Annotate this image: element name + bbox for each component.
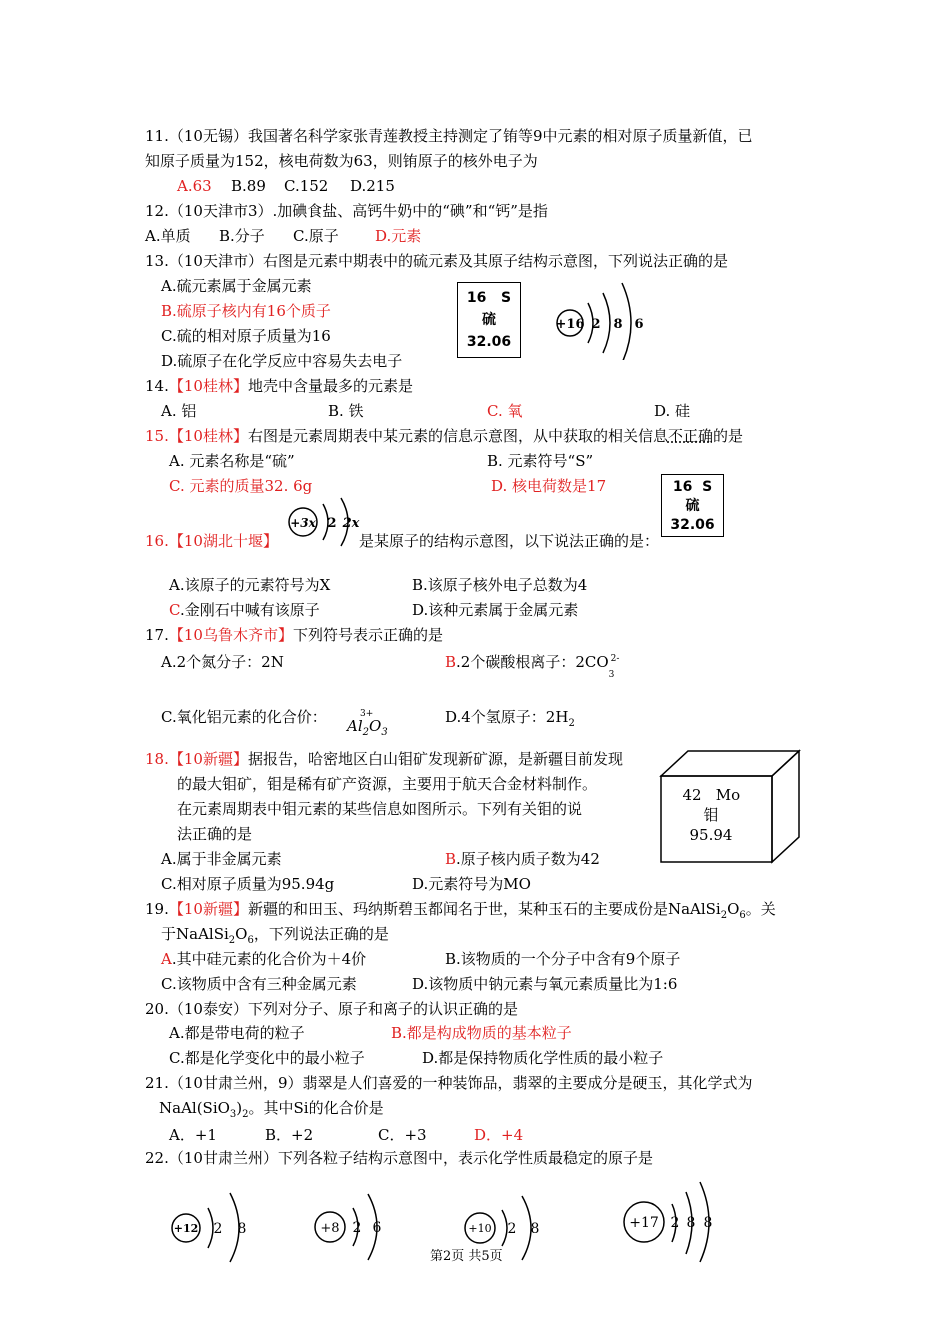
q13-element-card	[457, 282, 521, 358]
q22-a-shell-1: 2	[213, 1221, 223, 1237]
q16-shell-2-count: 2x	[342, 516, 360, 531]
q13-shell-1-count: 2	[591, 317, 601, 332]
q14-option-c: C. 氧	[487, 402, 523, 420]
q18-option-c: C.相对原子质量为95.94g	[161, 875, 335, 893]
q19-line1b: 2	[720, 910, 728, 921]
q17-formula-sub-3: 3	[381, 727, 388, 738]
q17-option-b-subscript: 3	[608, 670, 615, 680]
q14-option-d: D. 硅	[654, 402, 691, 420]
q22-b-shell-1: 2	[352, 1220, 362, 1236]
q14-number: 14.	[145, 377, 169, 395]
q16-atom-diagram	[283, 496, 363, 548]
q21-option-b: B．+2	[265, 1126, 314, 1144]
q15-stem-a: 右图是元素周期表中某元素的信息示意图，从中获取的相关信息	[247, 427, 668, 445]
q19-line1c: O	[727, 900, 740, 918]
q19-line1e: 。关	[745, 900, 776, 918]
q11-line2: 知原子质量为152，核电荷数为63，则铕原子的核外电子为	[145, 152, 538, 170]
q19-option-a-line: A.其中硅元素的化合价为＋4价	[161, 950, 367, 968]
q15-card-mass: 32.06	[670, 517, 715, 533]
q13-atom-diagram	[550, 278, 650, 360]
q14-stem: 地壳中含量最多的元素是	[247, 377, 413, 395]
q17-source-tag: 【10乌鲁木齐市】	[168, 626, 293, 644]
q13-nucleus-label: +16	[555, 317, 585, 332]
q18-card-name: 钼	[703, 806, 719, 824]
q20-option-b: B.都是构成物质的基本粒子	[391, 1024, 572, 1042]
q22-atom-d	[620, 1180, 720, 1264]
q16-nucleus-label: +3x	[290, 516, 316, 530]
q16-number: 16.	[145, 532, 169, 550]
q14-source-tag: 【10桂林】	[168, 377, 248, 395]
q13-card-symbol: S	[501, 290, 512, 306]
q17-stem-line	[145, 625, 443, 645]
q19-line2d: 6	[247, 935, 254, 946]
q13-shell-3	[622, 283, 631, 360]
q14-option-b: B. 铁	[328, 402, 364, 420]
q21-line2b: 3	[229, 1109, 237, 1120]
q15-card-name: 硫	[685, 498, 700, 514]
q18-line3: 在元素周期表中钼元素的某些信息如图所示。下列有关钼的说	[177, 800, 583, 818]
q17-formula-o: O	[369, 717, 382, 735]
q15-element-card	[661, 474, 724, 537]
q20-option-c: C.都是化学变化中的最小粒子	[169, 1049, 365, 1067]
q17-formula-sub-2: 2	[362, 727, 370, 738]
q19-line2b: 2	[228, 935, 236, 946]
q16-option-d: D.该种元素属于金属元素	[412, 601, 579, 619]
q18-line1-text: 据报告，哈密地区白山钼矿发现新矿源，是新疆目前发现	[247, 750, 623, 768]
q13-card-mass: 32.06	[466, 334, 512, 350]
q19-line2	[161, 924, 389, 951]
q17-option-a: A.2个氮分子：2N	[161, 653, 284, 671]
q19-line1	[145, 899, 776, 926]
q22-atom-b	[310, 1190, 390, 1262]
q21-line1: 21.（10甘肃兰州，9）翡翠是人们喜爱的一种装饰品，翡翠的主要成分是硬玉，其化学式为	[145, 1074, 753, 1092]
q19-line2e: ，下列说法正确的是	[253, 925, 389, 943]
q22-atom-a	[168, 1188, 254, 1264]
q18-option-d: D.元素符号为MO	[412, 875, 531, 893]
q15-number: 15.	[145, 427, 169, 445]
q15-option-b: B. 元素符号“S”	[487, 452, 594, 470]
q22-a-nucleus: +12	[173, 1222, 199, 1235]
q22-d-shell-2: 8	[686, 1215, 696, 1231]
q13-card-number: 16	[466, 290, 487, 306]
q22-stem: 22.（10甘肃兰州）下列各粒子结构示意图中，表示化学性质最稳定的原子是	[145, 1149, 653, 1167]
q17-option-d: D.4个氢原子：2H	[445, 708, 569, 726]
q20-option-a: A.都是带电荷的粒子	[169, 1024, 305, 1042]
q15-card-symbol: S	[702, 479, 713, 495]
q11-line1: 11.（10无锡）我国著名科学家张青莲教授主持测定了铕等9中元素的相对原子质量新值，已	[145, 127, 753, 145]
q17-formula-al: Al	[347, 717, 363, 735]
q12-option-d: D.元素	[375, 227, 422, 245]
q16-option-a: A.该原子的元素符号为X	[169, 576, 331, 594]
q15-card-number: 16	[672, 479, 693, 495]
q21-option-a: A．+1	[169, 1126, 217, 1144]
q12-stem: 12.（10天津市3）.加碘食盐、高钙牛奶中的“碘”和“钙”是指	[145, 202, 548, 220]
q16-option-b: B.该原子核外电子总数为4	[412, 576, 588, 594]
q13-shell-3-count: 6	[634, 317, 644, 332]
q18-line1	[145, 749, 623, 769]
q11-option-d: D.215	[350, 177, 395, 195]
q17-option-b-line: B.2个碳酸根离子：2CO 2- 3	[445, 652, 609, 672]
q17-option-c-valence: 3+	[360, 709, 374, 719]
q18-line2: 的最大钼矿，钼是稀有矿产资源，主要用于航天合金材料制作。	[177, 775, 598, 793]
q19-source-tag: 【10新疆】	[168, 900, 248, 918]
q22-a-shell-2: 8	[237, 1221, 247, 1237]
q12-option-b: B.分子	[219, 227, 265, 245]
q22-d-nucleus: +17	[629, 1215, 659, 1231]
q18-option-b-line: B.原子核内质子数为42	[445, 850, 600, 868]
q18-card-symbol: Mo	[715, 786, 741, 804]
q15-stem-emphasis: 不正确	[667, 427, 713, 445]
q15-option-d: D. 核电荷数是17	[491, 477, 607, 495]
q15-stem-c: 的是	[712, 427, 743, 445]
q15-source-tag: 【10桂林】	[168, 427, 248, 445]
q18-line4: 法正确的是	[177, 825, 253, 843]
q16-source-tag: 【10湖北十堰】	[168, 532, 278, 550]
q19-line1a: 新疆的和田玉、玛纳斯碧玉都闻名于世，某种玉石的主要成份是NaAlSi	[247, 900, 721, 918]
q17-number: 17.	[145, 626, 169, 644]
q14-stem-line	[145, 376, 413, 396]
q16-option-c-line: C.金刚石中喊有该原子	[169, 601, 320, 619]
q21-option-c: C．+3	[378, 1126, 427, 1144]
q22-c-nucleus: +10	[468, 1222, 492, 1235]
q13-option-b: B.硫原子核内有16个质子	[161, 302, 331, 320]
q19-option-c: C.该物质中含有三种金属元素	[161, 975, 357, 993]
q15-option-a: A. 元素名称是“硫”	[169, 452, 295, 470]
q18-option-a: A.属于非金属元素	[161, 850, 282, 868]
q21-line2d: 2	[242, 1109, 249, 1120]
q21-option-d: D．+4	[474, 1126, 524, 1144]
q12-option-a: A.单质	[145, 227, 191, 245]
q19-number: 19.	[145, 900, 169, 918]
q15-option-c: C. 元素的质量32. 6g	[169, 477, 313, 495]
q21-line2a: NaAl(SiO	[159, 1099, 230, 1117]
q11-option-c: C.152	[284, 177, 329, 195]
q22-c-shell-1: 2	[507, 1221, 517, 1237]
q13-stem: 13.（10天津市）右图是元素中期表中的硫元素及其原子结构示意图，下列说法正确的是	[145, 252, 728, 270]
q14-option-a: A. 铝	[161, 402, 197, 420]
q22-b-nucleus: +8	[320, 1221, 340, 1236]
q20-stem: 20.（10泰安）下列对分子、原子和离子的认识正确的是	[145, 1000, 518, 1018]
q18-card-number: 42	[682, 786, 702, 804]
q22-d-shell-3: 8	[703, 1215, 713, 1231]
q17-option-d-line	[445, 707, 575, 734]
q17-option-b-charge: 2-	[610, 654, 620, 664]
q13-shell-2-count: 8	[613, 317, 623, 332]
q22-b-shell-2: 6	[372, 1220, 382, 1236]
q16-stem: 是某原子的结构示意图，以下说法正确的是：	[359, 532, 660, 550]
q17-option-d-sub: 2	[568, 718, 575, 729]
q19-option-b: B.该物质的一个分子中含有9个原子	[445, 950, 681, 968]
q18-source-tag: 【10新疆】	[168, 750, 248, 768]
q11-option-b: B.89	[231, 177, 266, 195]
q15-stem-line	[145, 426, 743, 446]
q16-shell-1-count: 2	[327, 516, 337, 531]
q21-line2e: 。其中Si的化合价是	[248, 1099, 384, 1117]
q21-line2c: )	[236, 1099, 243, 1117]
q17-stem: 下列符号表示正确的是	[292, 626, 443, 644]
q13-option-d: D.硫原子在化学反应中容易失去电子	[161, 352, 403, 370]
q13-option-a: A.硫元素属于金属元素	[161, 277, 312, 295]
q12-option-c: C.原子	[293, 227, 339, 245]
q18-element-cube	[658, 748, 804, 868]
q13-option-c: C.硫的相对原子质量为16	[161, 327, 331, 345]
q22-d-shell-1: 2	[670, 1215, 680, 1231]
q16-prefix	[145, 531, 278, 551]
q18-card-mass: 95.94	[689, 826, 733, 844]
q19-line1d: 6	[739, 910, 746, 921]
q17-option-c: C.氧化铝元素的化合价：	[161, 708, 327, 726]
q13-card-name: 硫	[482, 312, 496, 328]
q19-line2a: 于NaAlSi	[161, 925, 229, 943]
q21-line2	[159, 1098, 384, 1125]
q13-shell-2	[603, 293, 610, 353]
q22-c-shell-2: 8	[530, 1221, 540, 1237]
q19-option-d: D.该物质中钠元素与氧元素质量比为1:6	[412, 975, 678, 993]
q18-number: 18.	[145, 750, 169, 768]
q20-option-d: D.都是保持物质化学性质的最小粒子	[422, 1049, 664, 1067]
q19-line2c: O	[235, 925, 248, 943]
q11-option-a: A.63	[177, 177, 212, 195]
page-footer: 第2页 共5页	[430, 1249, 503, 1264]
